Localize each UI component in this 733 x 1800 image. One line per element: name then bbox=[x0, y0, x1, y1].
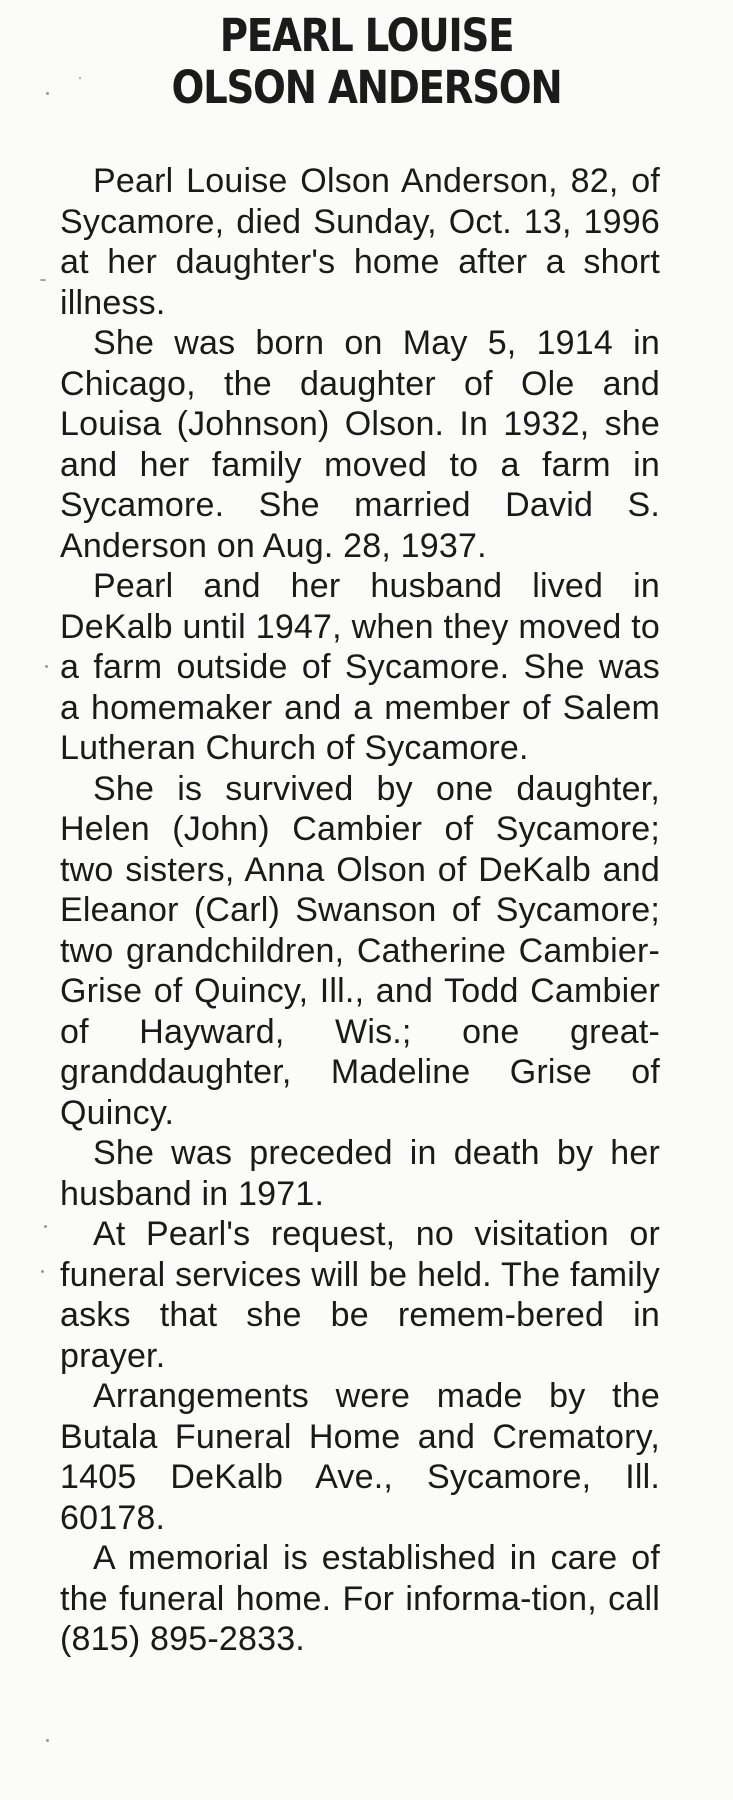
print-speck bbox=[46, 92, 49, 95]
headline-line-2: OLSON ANDERSON bbox=[171, 61, 562, 114]
paragraph-services: At Pearl's request, no visitation or funeral services will be held. The family asks that she be remem-bered in prayer. bbox=[60, 1215, 660, 1375]
obituary-body bbox=[60, 161, 660, 1660]
paragraph-death-notice: Pearl Louise Olson Anderson, 82, of Sycamore, died Sunday, Oct. 13, 1996 at her daughter's home after a short illness. bbox=[60, 162, 660, 322]
print-speck bbox=[79, 77, 81, 79]
paragraph-preceded-in-death: She was preceded in death by her husband in 1971. bbox=[60, 1134, 660, 1213]
paragraph-birth-and-marriage: She was born on May 5, 1914 in Chicago, the daughter of Ole and Louisa (Johnson) Olson. In 1932, she and her family moved to a farm in Sycamore. She married David S. Anderson on Aug. 28, 1937. bbox=[60, 324, 660, 565]
print-speck bbox=[44, 1225, 47, 1228]
print-speck bbox=[45, 665, 48, 668]
paragraph-memorial: A memorial is established in care of the funeral home. For informa-tion, call (815) 895-2833. bbox=[60, 1539, 660, 1658]
headline-line-1: PEARL LOUISE bbox=[219, 9, 514, 62]
paragraph-arrangements: Arrangements were made by the Butala Funeral Home and Crematory, 1405 DeKalb Ave., Sycamore, Ill. 60178. bbox=[60, 1377, 660, 1537]
paragraph-survivors: She is survived by one daughter, Helen (John) Cambier of Sycamore; two sisters, Anna Olson of DeKalb and Eleanor (Carl) Swanson of Sycamore; two grandchildren, Catherine Cambier-Grise of Quincy, Ill., and Todd Cambier of Hayward, Wis.; one great-granddaughter, Madeline Grise of Quincy. bbox=[60, 769, 660, 1132]
print-speck bbox=[40, 279, 46, 281]
print-speck bbox=[41, 1270, 44, 1273]
paragraph-residence-and-church: Pearl and her husband lived in DeKalb until 1947, when they moved to a farm outside of Sycamore. She was a homemaker and a member of Salem Lutheran Church of Sycamore. bbox=[60, 567, 660, 767]
print-speck bbox=[46, 1739, 49, 1742]
